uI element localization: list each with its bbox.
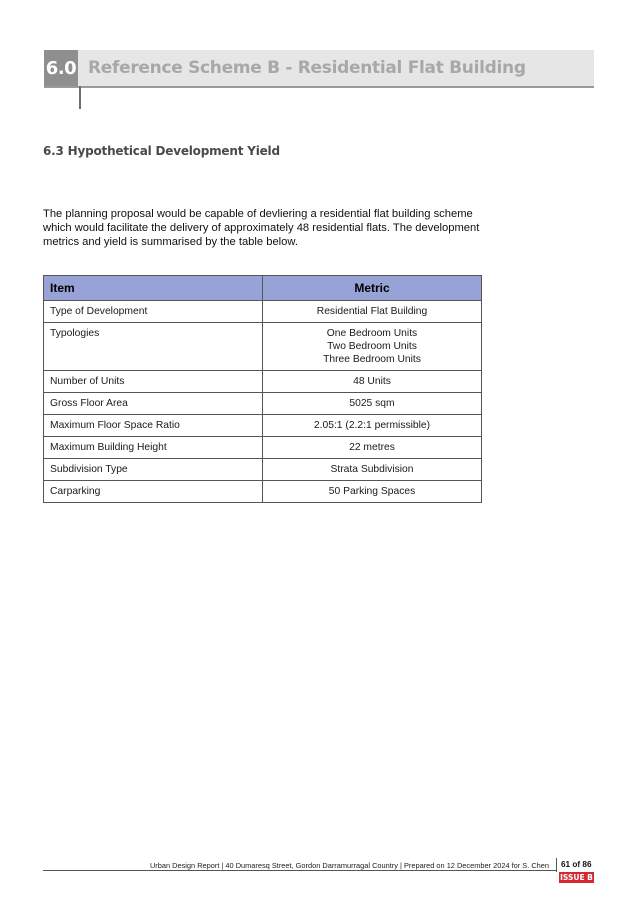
item-cell: Typologies: [44, 323, 263, 371]
metric-cell: [263, 371, 482, 393]
table-row: [44, 371, 482, 393]
table-row: [44, 323, 482, 371]
footer-separator: [556, 858, 557, 872]
table-row: [44, 301, 482, 323]
metric-cell: [263, 459, 482, 481]
metric-line: 50 Parking Spaces: [328, 486, 416, 497]
metric-line: 22 metres: [349, 442, 395, 453]
metric-cell: [263, 415, 482, 437]
development-metrics-table: [43, 275, 482, 503]
item-cell: Number of Units: [44, 371, 263, 393]
metric-cell: [263, 393, 482, 415]
metric-line: Strata Subdivision: [330, 464, 414, 475]
intro-paragraph: The planning proposal would be capable of devliering a residential flat building scheme which would facilitate the delivery of approximately 48 residential flats. The development metrics and yield is summarised by the table below.: [43, 208, 480, 248]
table-header-row: [44, 276, 482, 301]
metric-cell: [263, 481, 482, 503]
item-cell: Maximum Building Height: [44, 437, 263, 459]
metric-cell: [263, 323, 482, 371]
item-cell: Type of Development: [44, 301, 263, 323]
header-metric: Metric: [263, 276, 482, 301]
metric-line: Two Bedroom Units: [327, 341, 417, 352]
table-row: [44, 481, 482, 503]
page-number: 61 of 86: [561, 860, 592, 869]
metric-line: One Bedroom Units: [326, 328, 418, 339]
metric-cell: [263, 301, 482, 323]
table-row: [44, 459, 482, 481]
metric-cell: [263, 437, 482, 459]
footer-rule: [43, 870, 556, 871]
section-number: 6.0: [44, 50, 78, 86]
item-cell: Maximum Floor Space Ratio: [44, 415, 263, 437]
section-title: Reference Scheme B - Residential Flat Building: [88, 58, 526, 78]
item-cell: Subdivision Type: [44, 459, 263, 481]
footer-text: Urban Design Report | 40 Dumaresq Street, Gordon Darramurragal Country | Prepared on 12 December 2024 for S. Chen: [149, 861, 549, 870]
metric-line: 5025 sqm: [349, 398, 395, 409]
table-row: [44, 437, 482, 459]
table-row: [44, 393, 482, 415]
metric-line: Residential Flat Building: [316, 306, 428, 317]
subsection-title: 6.3 Hypothetical Development Yield: [43, 144, 280, 158]
item-cell: Gross Floor Area: [44, 393, 263, 415]
metric-line: Three Bedroom Units: [323, 354, 421, 365]
header-divider: [79, 86, 81, 109]
metric-line: 2.05:1 (2.2:1 permissible): [313, 420, 431, 431]
metric-line: 48 Units: [353, 376, 391, 387]
header-item: Item: [44, 276, 263, 301]
table-row: [44, 415, 482, 437]
issue-badge: ISSUE B: [560, 873, 593, 882]
item-cell: Carparking: [44, 481, 263, 503]
